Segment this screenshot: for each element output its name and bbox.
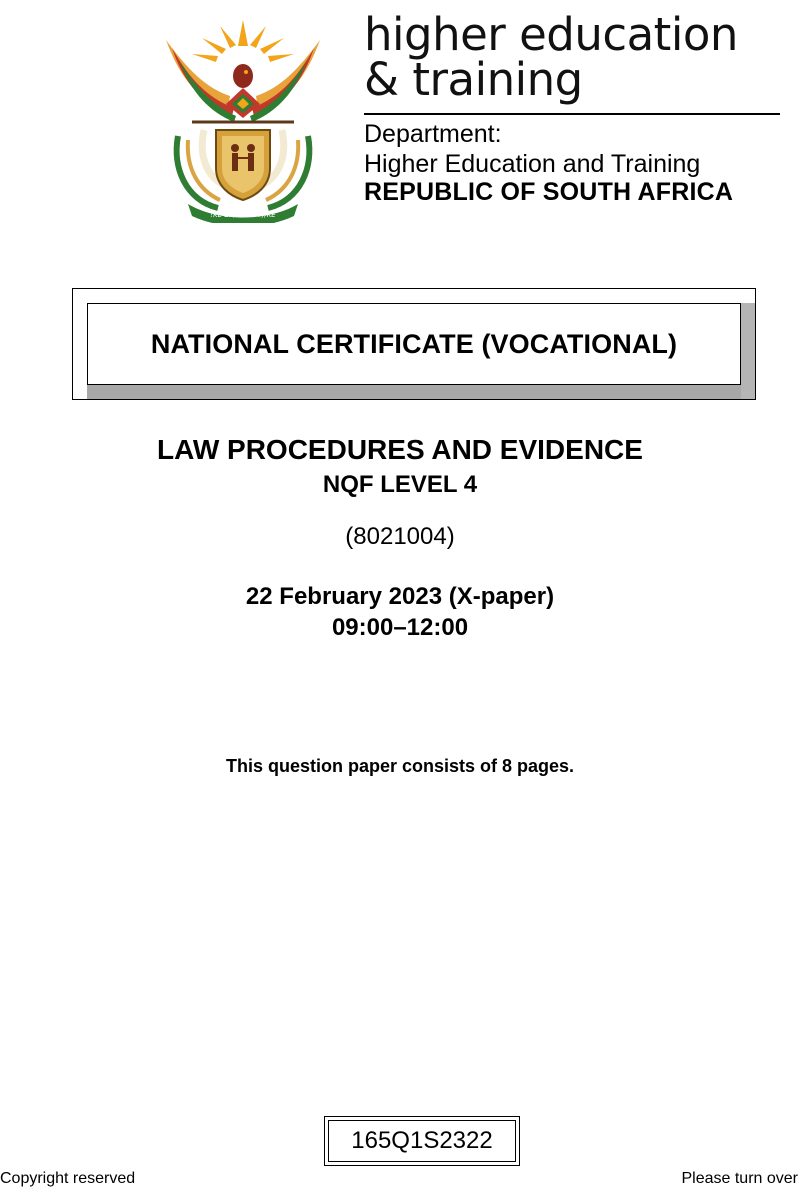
- subject-code: (8021004): [345, 523, 455, 550]
- exam-date: 22 February 2023 (X-paper): [245, 583, 555, 610]
- certificate-title-box: [72, 288, 756, 400]
- turn-over-note: Please turn over: [681, 1170, 798, 1187]
- department-name: Higher Education and Training: [364, 150, 701, 178]
- subject-title: LAW PROCEDURES AND EVIDENCE: [157, 434, 643, 465]
- exam-time: 09:00–12:00: [331, 614, 469, 641]
- nqf-level: NQF LEVEL 4: [322, 471, 478, 498]
- coat-of-arms-logo: [158, 18, 328, 223]
- brand-divider: [364, 113, 780, 115]
- certificate-title: NATIONAL CERTIFICATE (VOCATIONAL): [150, 328, 678, 359]
- department-label: Department:: [364, 120, 502, 148]
- copyright-note: Copyright reserved: [0, 1170, 136, 1187]
- country-name: REPUBLIC OF SOUTH AFRICA: [364, 178, 734, 206]
- paper-code: 165Q1S2322: [351, 1127, 493, 1154]
- brand-title: [364, 8, 784, 106]
- svg-text:!KE E: /XARRA //KE: !KE E: /XARRA //KE: [210, 211, 276, 219]
- brand-title-line1: higher education: [364, 8, 738, 61]
- brand-title-line2: & training: [364, 53, 583, 106]
- pages-note: This question paper consists of 8 pages.: [225, 756, 575, 776]
- paper-code-box: [324, 1116, 520, 1166]
